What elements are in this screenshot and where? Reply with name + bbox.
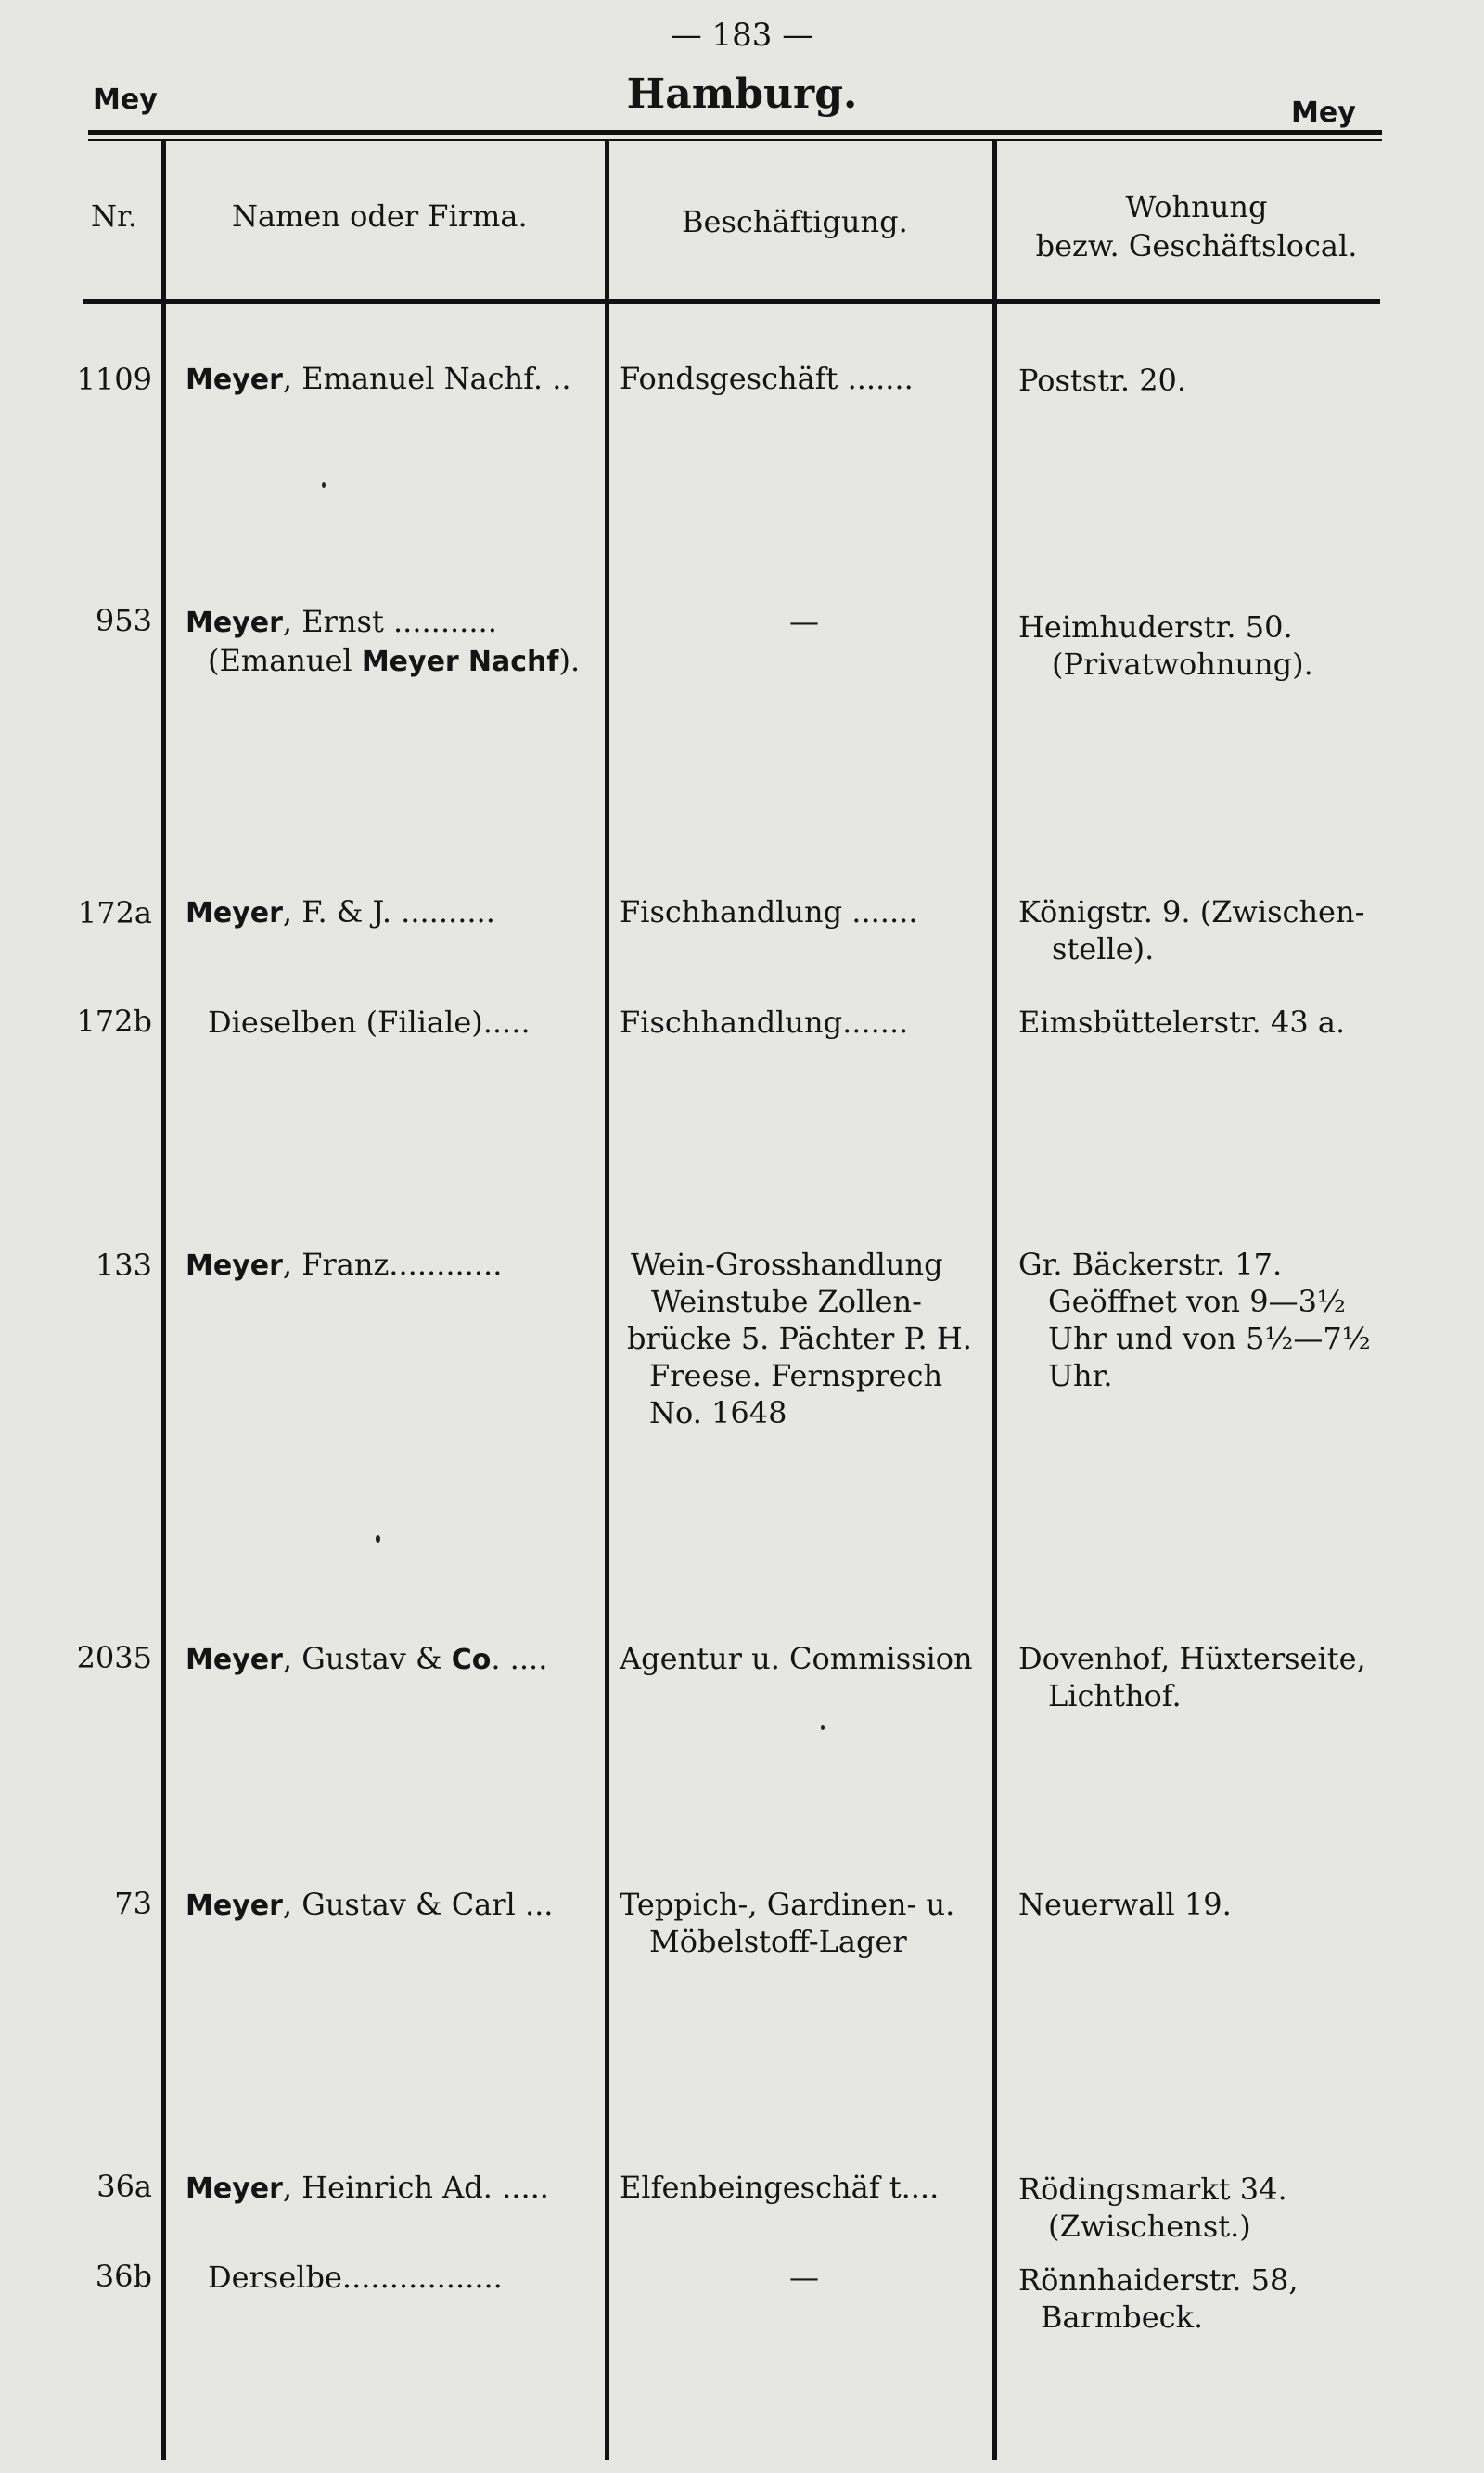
entry-occupation-line: brücke 5. Pächter P. H. [627, 1321, 972, 1356]
header-nr: Nr. [91, 199, 137, 234]
entry-name [186, 1640, 594, 1679]
entry-name-dots: . .... [491, 1641, 548, 1676]
entry-name-line2-bold1: Meyer [361, 646, 459, 678]
entry-name [186, 1886, 594, 1925]
entry-name: Dieselben (Filiale)..... [208, 1005, 531, 1040]
entry-occupation: Fischhandlung....... [620, 1005, 909, 1040]
entry-name-rest: , Gustav & Carl ... [282, 1887, 554, 1922]
entry-number: 1109 [76, 362, 152, 397]
entry-occupation-line: No. 1648 [649, 1395, 787, 1430]
entry-address [1018, 362, 1389, 399]
entry-name-rest: , Gustav & [282, 1641, 452, 1676]
entry-address-line: Dovenhof, Hüxterseite, [1018, 1641, 1366, 1676]
entry-address [1018, 893, 1389, 967]
entry-address-line: Poststr. 20. [1018, 363, 1187, 398]
entry-surname: Meyer [186, 607, 283, 639]
column-divider-3 [992, 141, 997, 2460]
entry-number: 953 [95, 603, 152, 638]
entry-address-line: stelle). [1052, 931, 1155, 967]
entry-address-line: Neuerwall 19. [1018, 1887, 1232, 1922]
entry-name: Derselbe................. [208, 2260, 503, 2295]
entry-occupation-line: Teppich-, Gardinen- u. [620, 1887, 955, 1922]
entry-address-line: Lichthof. [1048, 1678, 1182, 1713]
entry-address-line: Geöffnet von 9—3½ [1048, 1284, 1346, 1319]
entry-occupation-line: Weinstube Zollen- [651, 1284, 922, 1319]
entry-address-line: Heimhuderstr. 50. [1018, 609, 1293, 645]
header-bottom-rule [83, 299, 1380, 304]
entry-name [186, 360, 594, 399]
entry-address [1018, 2171, 1389, 2245]
entry-number: 172a [77, 895, 152, 930]
entry-address-line: Barmbeck. [1041, 2300, 1204, 2335]
entry-address [1018, 1640, 1389, 1714]
entry-surname: Meyer [186, 2172, 283, 2205]
top-rule-thin [88, 139, 1382, 141]
ink-speck [821, 1725, 825, 1730]
entry-address [1018, 609, 1389, 683]
ink-speck [322, 482, 326, 488]
entry-address [1018, 1886, 1389, 1923]
entry-name-rest: , F. & J. .......... [282, 894, 495, 929]
header-occupation: Beschäftigung. [682, 204, 908, 239]
entry-address-line: Eimsbüttelerstr. 43 a. [1018, 1005, 1346, 1040]
entry-surname: Meyer [186, 1890, 283, 1922]
entry-surname: Meyer [186, 1644, 283, 1676]
entry-address-line: Rödingsmarkt 34. [1018, 2172, 1287, 2207]
entry-surname: Meyer [186, 897, 283, 929]
entry-number: 133 [95, 1248, 152, 1283]
entry-name [186, 1246, 594, 1285]
entry-address [1018, 2262, 1389, 2336]
entry-occupation-line: Wein-Grosshandlung [631, 1247, 943, 1282]
entry-address-line: (Zwischenst.) [1048, 2209, 1251, 2244]
entry-number: 73 [114, 1886, 152, 1921]
entry-occupation [621, 1246, 983, 1431]
entry-name [186, 893, 594, 932]
entry-name-line2-pre: (Emanuel [208, 643, 362, 678]
top-rule-thick [88, 130, 1382, 135]
entry-occupation: — [789, 2260, 819, 2295]
entry-surname: Meyer [186, 364, 283, 396]
header-name: Namen oder Firma. [232, 199, 528, 234]
entry-occupation: — [789, 604, 819, 639]
entry-number: 36a [96, 2169, 152, 2204]
entry-number: 2035 [76, 1640, 152, 1675]
entry-address-line: Uhr und von 5½—7½ [1048, 1321, 1371, 1356]
entry-occupation-line: Möbelstoff-Lager [649, 1924, 907, 1959]
entry-name-line2-space [459, 643, 468, 678]
entry-occupation: Fischhandlung ....... [620, 894, 918, 929]
ink-speck [376, 1535, 380, 1543]
entry-address-line: Gr. Bäckerstr. 17. [1018, 1247, 1283, 1282]
entry-address-line: Rönnhaiderstr. 58, [1018, 2262, 1298, 2298]
entry-address-line: Uhr. [1048, 1358, 1113, 1393]
entry-address-line: Königstr. 9. (Zwischen- [1018, 894, 1365, 929]
entry-occupation: Fondsgeschäft ....... [620, 361, 914, 396]
guide-word-left: Mey [93, 83, 158, 116]
entry-occupation-line: Freese. Fernsprech [649, 1358, 943, 1393]
column-divider-1 [161, 141, 166, 2460]
entry-name [186, 2169, 594, 2208]
entry-name-bold-tail: Co [451, 1644, 492, 1676]
entry-address [1018, 1246, 1389, 1394]
entry-occupation: Elfenbeingeschäf t.... [620, 2170, 940, 2205]
page-number: — 183 — [670, 17, 814, 54]
entry-name-rest: , Franz............ [282, 1247, 503, 1282]
page-title: Hamburg. [626, 70, 858, 118]
entry-address-line: (Privatwohnung). [1052, 647, 1313, 682]
entry-occupation [620, 1886, 981, 1960]
entry-name-rest: , Ernst ........... [282, 604, 497, 639]
entry-name-line2-post: ). [558, 643, 581, 678]
entry-occupation: Agentur u. Commission [620, 1641, 973, 1676]
entry-number: 36b [95, 2259, 152, 2294]
entry-number: 172b [76, 1004, 152, 1039]
guide-word-right: Mey [1291, 96, 1356, 129]
entry-name-line2-bold2: Nachf [467, 646, 559, 678]
entry-name [186, 603, 594, 681]
header-address [1011, 187, 1382, 265]
header-address-line2: bezw. Geschäftslocal. [1035, 228, 1358, 263]
column-divider-2 [605, 141, 609, 2460]
entry-name-rest: , Emanuel Nachf. .. [282, 361, 571, 396]
entry-address [1018, 1004, 1389, 1041]
entry-surname: Meyer [186, 1249, 283, 1282]
header-address-line1: Wohnung [1125, 189, 1268, 224]
entry-name-rest: , Heinrich Ad. ..... [282, 2170, 549, 2205]
